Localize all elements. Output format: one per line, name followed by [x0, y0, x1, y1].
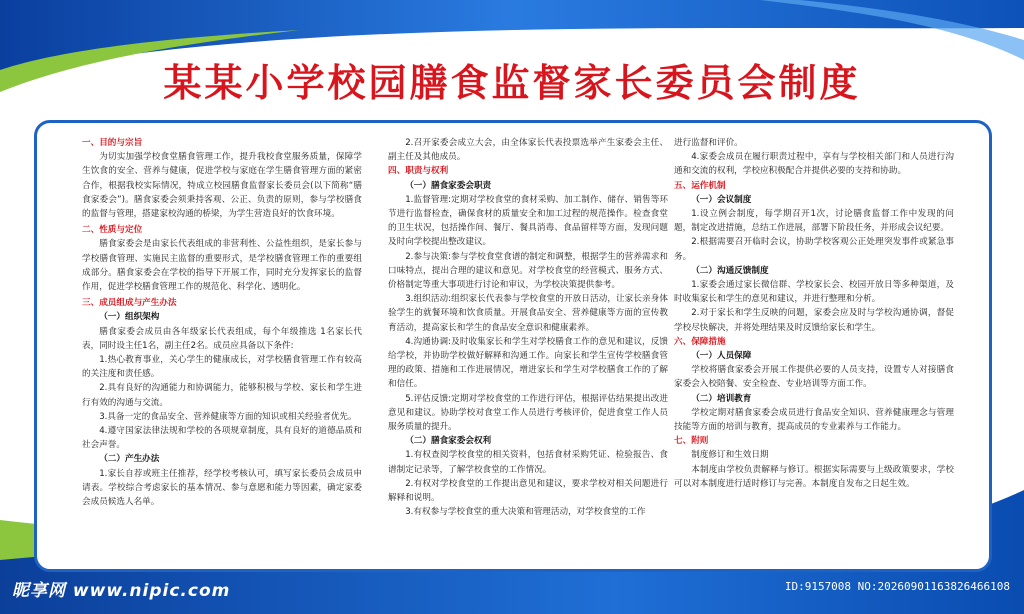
- paragraph: 2.有权对学校食堂的工作提出意见和建议，要求学校对相关问题进行解释和说明。: [388, 478, 668, 504]
- paragraph: 2.根据需要召开临时会议，协助学校客观公正处理突发事件或紧急事务。: [674, 237, 954, 262]
- image-id-text: ID:9157008 NO:20260901163826466108: [784, 580, 1010, 593]
- subsection-heading: （一）会议制度: [691, 194, 752, 205]
- watermark-logo: 昵享网 www.nipic.com: [12, 581, 231, 601]
- paragraph: 4.沟通协调:及时收集家长和学生对学校膳食工作的意见和建议，反馈给学校，并协助学校做好解释和沟通工作。向家长和学生宣传学校膳食管理的政策、措施和工作进展情况，增进家长和学生对学校膳食工作的了解和信任。: [388, 336, 668, 390]
- paragraph: 学校定期对膳食家委会成员进行食品安全知识、营养健康理念与管理技能等方面的培训与教育，提高成员的专业素养与工作能力。: [674, 407, 954, 433]
- paragraph: 3.组织活动:组织家长代表参与学校食堂的开放日活动，让家长亲身体验学生的就餐环境和饮食质量。开展食品安全、营养健康等方面的宣传教育活动，提高家长和学生的食品安全意识和健康素养。: [388, 294, 668, 333]
- section-heading: 五、运作机制: [674, 180, 726, 191]
- paragraph: 5.评估反馈:定期对学校食堂的工作进行评估，根据评估结果提出改进意见和建议。协助学校对食堂工作人员进行考核评价，促进食堂工作人员服务质量的提升。: [388, 393, 668, 433]
- subsection-heading: （一）人员保障: [691, 351, 752, 362]
- column-1: [82, 136, 362, 562]
- paragraph: 4.家委会成员在履行职责过程中，享有与学校相关部门和人员进行沟通和交流的权利，学校应积极配合并提供必要的支持和协助。: [674, 152, 954, 177]
- subsection-heading: （一）膳食家委会职责: [405, 180, 492, 191]
- paragraph: 膳食家委会是由家长代表组成的非营利性、公益性组织，是家长参与学校膳食管理、实施民主监督的重要形式，是学校膳食管理工作的重要组成部分。膳食家委会在学校的指导下开展工作，同时充分发挥家长的监督作用，促进学校膳食管理工作的规范化、科学化、透明化。: [82, 239, 362, 293]
- paragraph: 2.具有良好的沟通能力和协调能力，能够积极与学校、家长和学生进行有效的沟通与交流。: [82, 383, 362, 408]
- paragraph: 2.对于家长和学生反映的问题，家委会应及时与学校沟通协调，督促学校尽快解决，并将处理结果及时反馈给家长和学生。: [674, 308, 954, 333]
- subsection-heading: （一）组织架构: [99, 312, 160, 323]
- section-heading: 三、成员组成与产生办法: [82, 298, 177, 309]
- column-3: [674, 136, 954, 562]
- paragraph: 学校将膳食家委会开展工作提供必要的人员支持，设置专人对接膳食家委会入校陪餐、安全检查、专业培训等方面工作。: [674, 365, 954, 390]
- paragraph: 2.召开家委会成立大会，由全体家长代表投票选举产生家委会主任、副主任及其他成员。: [388, 138, 668, 163]
- paragraph: 1.热心教育事业，关心学生的健康成长，对学校膳食管理工作有较高的关注度和责任感。: [82, 355, 362, 380]
- paragraph: 本制度由学校负责解释与修订。根据实际需要与上级政策要求，学校可以对本制度进行适时修订与完善。本制度自发布之日起生效。: [674, 464, 954, 489]
- paragraph: 3.具备一定的食品安全、营养健康等方面的知识或相关经验者优先。: [99, 411, 357, 422]
- paragraph: 1.有权查阅学校食堂的相关资料，包括食材采购凭证、检验报告、食谱制定记录等，了解学校食堂的工作情况。: [388, 450, 668, 475]
- paragraph: 1.家委会通过家长微信群、学校家长会、校园开放日等多种渠道，及时收集家长和学生的意见和建议，并进行整理和分析。: [674, 280, 954, 305]
- page-title: 某某小学校园膳食监督家长委员会制度: [163, 61, 861, 105]
- section-heading: 二、性质与定位: [82, 225, 143, 236]
- paragraph: 1.家长自荐或班主任推荐，经学校考核认可，填写家长委员会成员申请表。学校综合考虑家长的基本情况、参与意愿和能力等因素，确定家委会成员候选人名单。: [82, 468, 362, 508]
- paragraph: 2.参与决策:参与学校食堂食谱的制定和调整，根据学生的营养需求和口味特点，提出合理的建议和意见。对学校食堂的经营模式、服务方式、价格制定等重大事项进行讨论和审议，为学校决策提供参考。: [388, 251, 668, 291]
- paragraph: 为切实加强学校食堂膳食管理工作，提升我校食堂服务质量，保障学生饮食的安全、营养与健康，促进学校与家庭在学生膳食管理方面的紧密合作，根据我校实际情况，特成立校园膳食监督家长委员会(以下简称“膳食家委会”)。膳食家委会须秉持客观、公正、负责的原则，参与学校膳食的监督与管理，搭建家校沟通的桥梁，为学生营造良好的饮食环境。: [82, 152, 362, 220]
- section-heading: 六、保障措施: [674, 336, 726, 347]
- subsection-heading: （二）沟通反馈制度: [691, 265, 769, 276]
- paragraph: 1.设立例会制度，每学期召开1次，讨论膳食监督工作中发现的问题，制定改进措施，总结工作进展，部署下阶段任务，并形成会议纪要。: [674, 209, 954, 234]
- paragraph: 4.遵守国家法律法规和学校的各项规章制度，具有良好的道德品质和社会声誉。: [82, 426, 362, 451]
- section-heading: 七、附则: [674, 436, 709, 447]
- paragraph: 制度修订和生效日期: [691, 450, 769, 461]
- subsection-heading: （二）产生办法: [99, 454, 160, 465]
- subsection-heading: （二）培训教育: [691, 393, 752, 404]
- paragraph: 进行监督和评价。: [674, 138, 743, 148]
- paragraph: 3.有权参与学校食堂的重大决策和管理活动，对学校食堂的工作: [405, 507, 646, 518]
- column-2: [388, 136, 668, 562]
- subsection-heading: （二）膳食家委会权利: [405, 436, 492, 447]
- paragraph: 膳食家委会成员由各年级家长代表组成，每个年级推选 1名家长代表，同时设主任1名，副主任2名。成员应具备以下条件:: [82, 326, 362, 351]
- paragraph: 1.监督管理:定期对学校食堂的食材采购、加工制作、储存、销售等环节进行监督检查，确保食材的质量安全和加工过程的规范操作。检查食堂的卫生状况，包括操作间、餐厅、餐具消毒、食品留样等方面，发现问题及时向学校提出整改建议。: [388, 194, 668, 248]
- section-heading: 一、目的与宗旨: [82, 138, 143, 148]
- section-heading: 四、职责与权利: [388, 166, 449, 177]
